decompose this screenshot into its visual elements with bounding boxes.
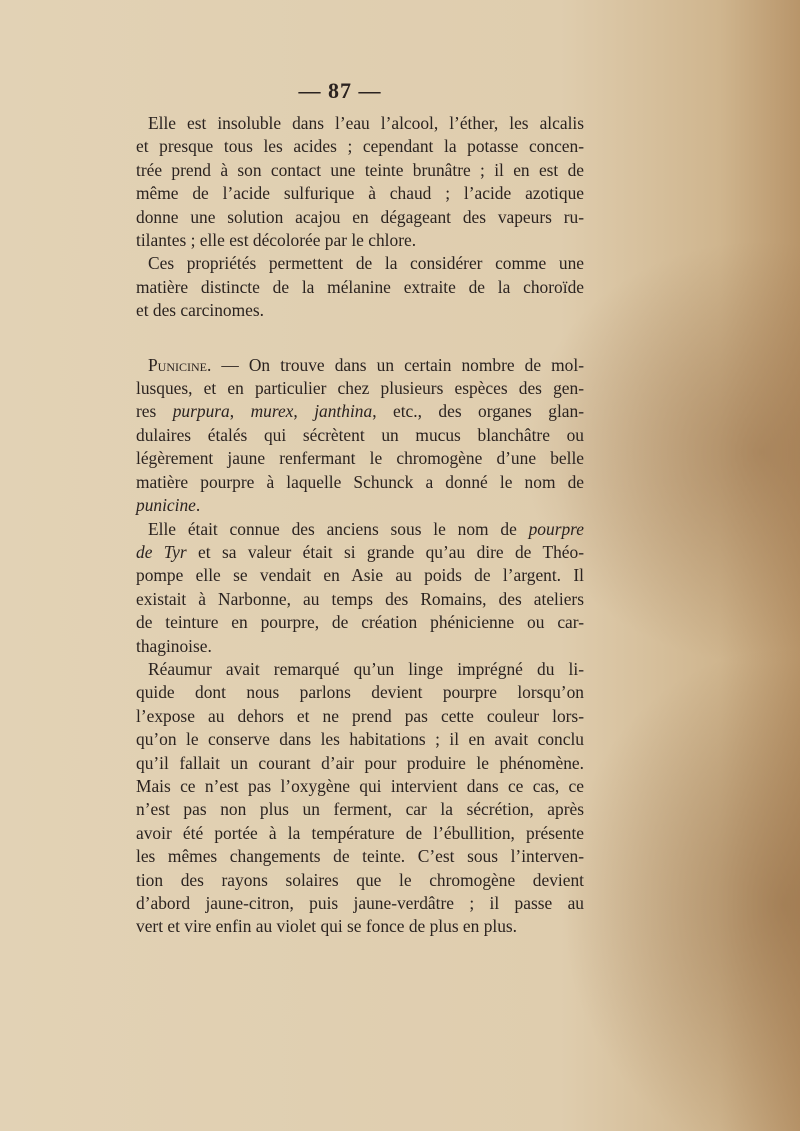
text-line: Mais ce n’est pas l’oxygène qui intervient dans ce cas, ce xyxy=(136,775,584,796)
text-line: l’expose au dehors et ne prend pas cette couleur lors- xyxy=(136,705,584,726)
text-line: vert et vire enfin au violet qui se fonce de plus en plus. xyxy=(136,916,518,937)
text-line: matière distincte de la mélanine extraite de la choroïde xyxy=(136,276,584,297)
text-line: même de l’acide sulfurique à chaud ; l’acide azotique xyxy=(136,183,584,204)
text-line: punicine. xyxy=(136,495,201,516)
text-line: Elle était connue des anciens sous le nom de pourpre xyxy=(148,518,584,539)
paragraph xyxy=(136,252,584,322)
text-line: existait à Narbonne, au temps des Romains, des ateliers xyxy=(136,588,584,609)
text-line: trée prend à son contact une teinte brunâtre ; il en est de xyxy=(136,159,584,180)
section-heading: Punicine. xyxy=(148,354,212,375)
text-line: de teinture en pourpre, de création phénicienne ou car- xyxy=(136,612,584,633)
paragraph xyxy=(136,112,584,252)
italic-term: janthina xyxy=(314,401,373,422)
body-text xyxy=(136,112,584,939)
text-line: légèrement jaune renfermant le chromogène d’une belle xyxy=(136,448,584,469)
text-line: quide dont nous parlons devient pourpre lorsqu’on xyxy=(136,682,584,703)
text-line: de Tyr et sa valeur était si grande qu’au dire de Théo- xyxy=(136,541,584,562)
text-line: et des carcinomes. xyxy=(136,300,264,321)
paragraph xyxy=(136,658,584,939)
text-line: Ces propriétés permettent de la considérer comme une xyxy=(148,253,584,274)
italic-term: punicine xyxy=(136,495,196,516)
paragraph xyxy=(136,518,584,658)
text-line: tilantes ; elle est décolorée par le chlore. xyxy=(136,230,417,251)
text-line: pompe elle se vendait en Asie au poids de l’argent. Il xyxy=(136,565,584,586)
italic-term: de Tyr xyxy=(136,541,187,562)
text-line: avoir été portée à la température de l’ébullition, présente xyxy=(136,822,584,843)
text-line: thaginoise. xyxy=(136,635,212,656)
text-line: res purpura, murex, janthina, etc., des organes glan- xyxy=(136,401,584,422)
italic-term: purpura xyxy=(172,401,230,422)
text-line: d’abord jaune-citron, puis jaune-verdâtre ; il passe au xyxy=(136,893,584,913)
text-line: donne une solution acajou en dégageant des vapeurs ru- xyxy=(136,206,584,227)
text-line: les mêmes changements de teinte. C’est sous l’interven- xyxy=(136,846,584,867)
text-line: Elle est insoluble dans l’eau l’alcool, l’éther, les alcalis xyxy=(148,113,584,133)
text-line: qu’il fallait un courant d’air pour produire le phénomène. xyxy=(136,752,584,773)
page-number: — 87 — xyxy=(298,78,382,103)
text-line: Punicine. — On trouve dans un certain nombre de mol- xyxy=(148,354,584,375)
text-line: qu’on le conserve dans les habitations ; il en avait conclu xyxy=(136,729,584,750)
text-line: lusques, et en particulier chez plusieurs espèces des gen- xyxy=(136,378,584,399)
text-line: tion des rayons solaires que le chromogène devient xyxy=(136,869,584,890)
text-line: matière pourpre à laquelle Schunck a donné le nom de xyxy=(136,471,584,492)
italic-term: pourpre xyxy=(528,518,584,539)
italic-term: murex xyxy=(250,401,294,422)
text-line: et presque tous les acides ; cependant la potasse concen- xyxy=(136,136,584,157)
text-line: n’est pas non plus un ferment, car la sécrétion, après xyxy=(136,799,584,820)
text-line: dulaires étalés qui sécrètent un mucus blanchâtre ou xyxy=(136,424,584,445)
paragraph-punicine xyxy=(136,354,584,518)
section-gap xyxy=(136,323,584,354)
text-line: Réaumur avait remarqué qu’un linge imprégné du li- xyxy=(148,658,584,679)
